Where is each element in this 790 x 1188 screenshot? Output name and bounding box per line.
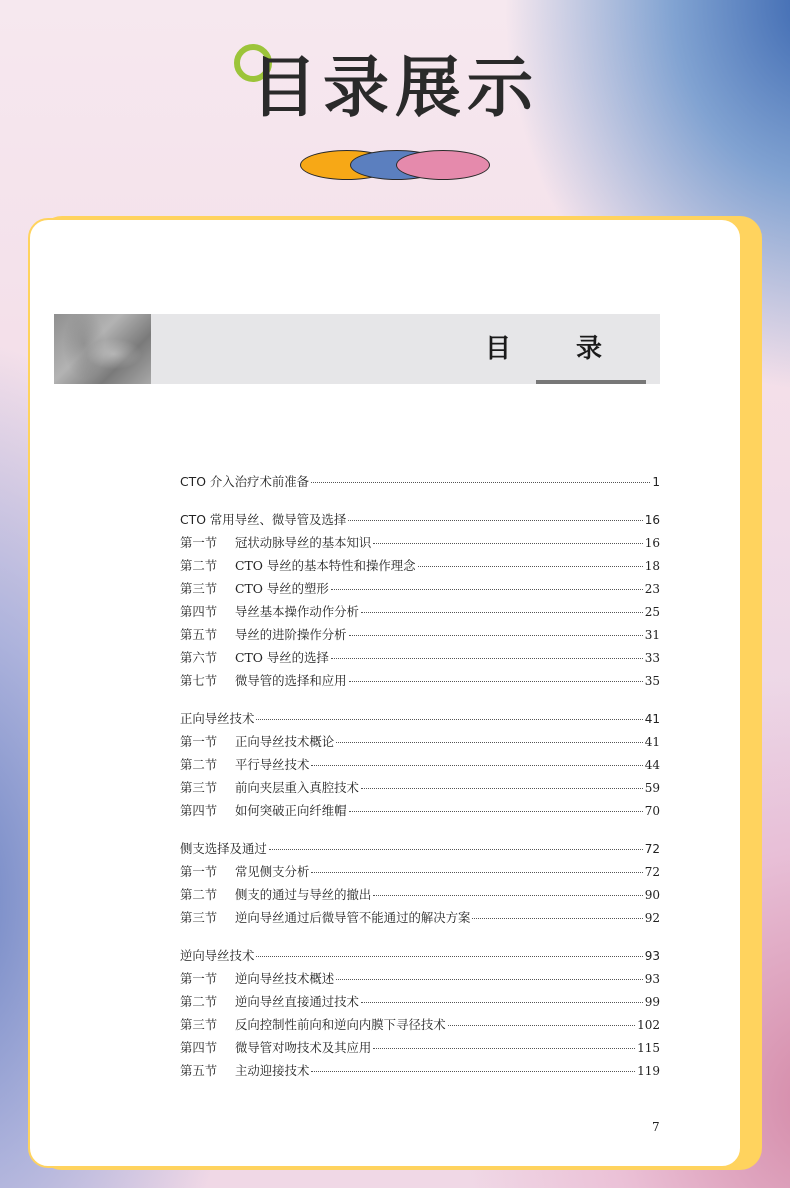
section-number: 第二节 [180, 757, 218, 772]
section-title: 导丝的进阶操作分析 [235, 627, 347, 642]
leader-dots [311, 765, 642, 766]
table-of-contents [180, 472, 660, 1099]
leader-dots [361, 788, 643, 789]
chapter-title: 侧支选择及通过 [180, 841, 267, 856]
leader-dots [472, 918, 642, 919]
leader-dots [256, 956, 642, 957]
toc-chapter-row [180, 709, 660, 732]
section-title: 正向导丝技术概论 [235, 734, 335, 749]
section-page: 41 [644, 735, 660, 749]
chapter-title: CTO 介入治疗术前准备 [180, 474, 310, 489]
chapter-page: 1 [652, 475, 660, 489]
toc-section-row [180, 1015, 660, 1038]
section-number: 第一节 [180, 864, 218, 879]
toc-section-row [180, 778, 660, 801]
toc-chapter [180, 510, 660, 694]
section-title: 常见侧支分析 [235, 864, 310, 879]
leader-dots [256, 719, 642, 720]
section-title: 冠状动脉导丝的基本知识 [235, 535, 372, 550]
section-number: 第三节 [180, 581, 218, 596]
toc-section-row [180, 755, 660, 778]
leader-dots [349, 681, 643, 682]
leader-dots [349, 635, 643, 636]
chapter-page: 72 [644, 842, 660, 856]
section-title: 主动迎接技术 [235, 1063, 310, 1078]
section-page: 93 [644, 972, 660, 986]
section-title: 逆向导丝直接通过技术 [235, 994, 359, 1009]
pink-oval [396, 150, 490, 180]
section-page: 72 [644, 865, 660, 879]
toc-section-row [180, 969, 660, 992]
section-number: 第一节 [180, 734, 218, 749]
toc-section-row [180, 885, 660, 908]
section-title: CTO 导丝的基本特性和操作理念 [235, 558, 416, 573]
chapter-page: 93 [644, 949, 660, 963]
toc-section-row [180, 801, 660, 824]
toc-section-row [180, 908, 660, 931]
toc-chapter [180, 946, 660, 1084]
page-title: 目录展示 [251, 49, 539, 126]
section-number: 第三节 [180, 1017, 218, 1032]
section-title: 反向控制性前向和逆向内膜下寻径技术 [235, 1017, 446, 1032]
section-number: 第六节 [180, 650, 218, 665]
section-number: 第二节 [180, 887, 218, 902]
chapter-page: 41 [644, 712, 660, 726]
toc-section-row [180, 579, 660, 602]
leader-dots [336, 742, 643, 743]
section-page: 119 [637, 1064, 660, 1078]
toc-section-row [180, 732, 660, 755]
section-title: 侧支的通过与导丝的撤出 [235, 887, 372, 902]
section-page: 16 [644, 536, 660, 550]
toc-section-row [180, 556, 660, 579]
chapter-title: 逆向导丝技术 [180, 948, 255, 963]
leader-dots [269, 849, 643, 850]
toc-section-row [180, 625, 660, 648]
banner-underline [536, 380, 646, 384]
leader-dots [311, 482, 650, 483]
toc-chapter-row [180, 946, 660, 969]
chapter-title: 正向导丝技术 [180, 711, 255, 726]
section-title: 逆向导丝通过后微导管不能通过的解决方案 [235, 910, 471, 925]
section-number: 第一节 [180, 535, 218, 550]
banner-image [54, 314, 151, 384]
toc-section-row [180, 1061, 660, 1084]
section-title: 前向夹层重入真腔技术 [235, 780, 359, 795]
section-number: 第三节 [180, 910, 218, 925]
section-page: 33 [644, 651, 660, 665]
section-number: 第五节 [180, 627, 218, 642]
oval-decoration [300, 150, 500, 182]
leader-dots [361, 1002, 643, 1003]
section-title: 平行导丝技术 [235, 757, 310, 772]
section-number: 第五节 [180, 1063, 218, 1078]
section-page: 59 [644, 781, 660, 795]
section-page: 31 [644, 628, 660, 642]
section-page: 102 [637, 1018, 660, 1032]
leader-dots [348, 520, 643, 521]
toc-section-row [180, 533, 660, 556]
section-page: 18 [644, 559, 660, 573]
leader-dots [349, 811, 643, 812]
section-page: 90 [644, 888, 660, 902]
toc-chapter [180, 839, 660, 931]
toc-section-row [180, 1038, 660, 1061]
toc-chapter [180, 472, 660, 495]
toc-chapter [180, 709, 660, 824]
leader-dots [373, 1048, 635, 1049]
section-number: 第四节 [180, 1040, 218, 1055]
section-number: 第七节 [180, 673, 218, 688]
leader-dots [311, 872, 642, 873]
leader-dots [311, 1071, 635, 1072]
book-page-card [28, 218, 742, 1168]
toc-banner [54, 314, 660, 384]
page-number: 7 [652, 1120, 660, 1134]
toc-chapter-row [180, 839, 660, 862]
section-number: 第一节 [180, 971, 218, 986]
section-title: CTO 导丝的选择 [235, 650, 329, 665]
section-number: 第二节 [180, 994, 218, 1009]
section-title: 微导管的选择和应用 [235, 673, 347, 688]
section-title: 导丝基本操作动作分析 [235, 604, 359, 619]
section-page: 44 [644, 758, 660, 772]
toc-section-row [180, 862, 660, 885]
leader-dots [373, 895, 642, 896]
leader-dots [418, 566, 643, 567]
toc-heading: 目 录 [484, 334, 630, 364]
section-title: CTO 导丝的塑形 [235, 581, 329, 596]
section-page: 99 [644, 995, 660, 1009]
section-page: 35 [644, 674, 660, 688]
toc-section-row [180, 602, 660, 625]
section-title: 微导管对吻技术及其应用 [235, 1040, 372, 1055]
section-page: 92 [644, 911, 660, 925]
chapter-page: 16 [644, 513, 660, 527]
section-number: 第四节 [180, 604, 218, 619]
section-title: 如何突破正向纤维帽 [235, 803, 347, 818]
section-number: 第三节 [180, 780, 218, 795]
leader-dots [331, 589, 643, 590]
section-page: 115 [637, 1041, 660, 1055]
section-page: 23 [644, 582, 660, 596]
leader-dots [331, 658, 643, 659]
leader-dots [361, 612, 643, 613]
toc-chapter-row [180, 472, 660, 495]
leader-dots [373, 543, 642, 544]
chapter-title: CTO 常用导丝、微导管及选择 [180, 512, 347, 527]
toc-section-row [180, 671, 660, 694]
toc-chapter-row [180, 510, 660, 533]
section-page: 25 [644, 605, 660, 619]
section-page: 70 [644, 804, 660, 818]
toc-section-row [180, 648, 660, 671]
toc-section-row [180, 992, 660, 1015]
section-number: 第四节 [180, 803, 218, 818]
section-title: 逆向导丝技术概述 [235, 971, 335, 986]
section-number: 第二节 [180, 558, 218, 573]
leader-dots [448, 1025, 635, 1026]
leader-dots [336, 979, 643, 980]
